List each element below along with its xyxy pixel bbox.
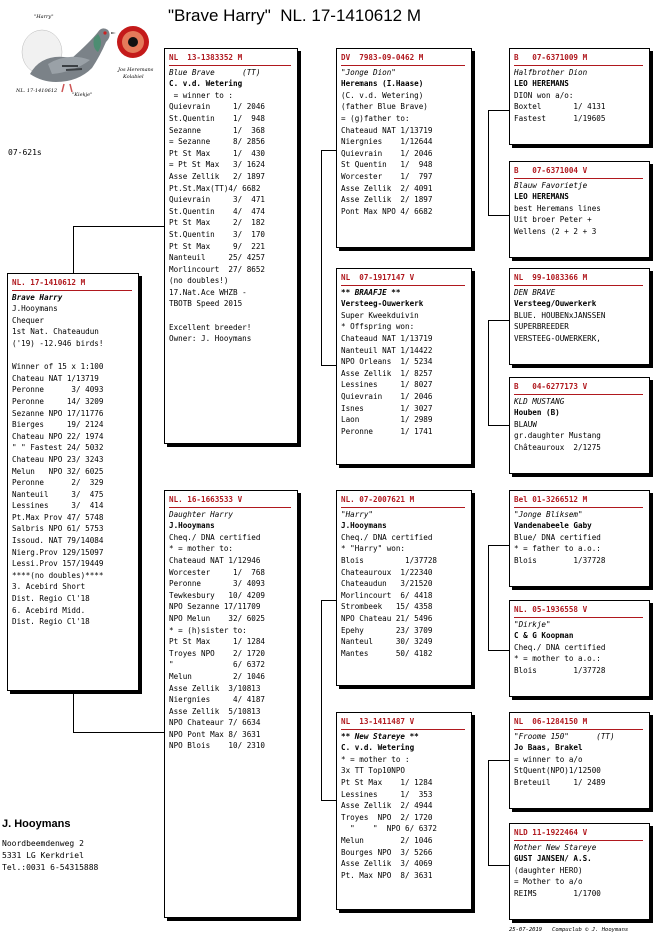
connector-line (488, 760, 489, 865)
connector-line (321, 600, 337, 601)
logo-ring-line: NL. 17-1410612 (16, 88, 58, 94)
pedigree-line: ('19) -12.946 birds! (12, 338, 104, 348)
pedigree-line: Nanteuil 25/ 4257 (169, 253, 266, 263)
pedigree-card-sdd (509, 377, 650, 474)
pedigree-line: J.Hooymans (12, 304, 58, 314)
pedigree-line: Dist. Regio Cl'18 (12, 594, 90, 604)
pedigree-line: Versteeg-Ouwerkerk (341, 299, 424, 309)
pedigree-line: Niergnies 4/ 4187 (169, 695, 266, 705)
pedigree-line: NPO Orleans 1/ 5234 (341, 357, 433, 367)
ring-number: NL. 05-1936558 V (514, 605, 588, 614)
pedigree-card-sire-dam (336, 268, 472, 465)
pedigree-line: Super Kweekduivin (341, 310, 419, 320)
pigeon-name: Brave Harry (12, 292, 63, 302)
footer-credit: 25-07-2019 Compuclub © J. Hooymans (509, 927, 629, 933)
pedigree-code: 07-621s (8, 148, 42, 157)
pedigree-line: C. v.d. Wetering (341, 743, 415, 753)
pigeon-name: ** New Stareye ** (341, 731, 419, 741)
pedigree-line: REIMS 1/1700 (514, 888, 601, 898)
pedigree-line: Salbris NPO 61/ 5753 (12, 524, 104, 534)
pedigree-line: Fastest 1/19605 (514, 113, 606, 123)
pedigree-line: Chateaud NAT 1/13719 (341, 333, 433, 343)
pedigree-line: Chateaudun 3/21520 (341, 579, 433, 589)
ring-number: DV 7983-09-0462 M (341, 53, 424, 62)
pedigree-line: NPO Pont Max 8/ 3631 (169, 729, 261, 739)
pedigree-line: Pont Max NPO 4/ 6682 (341, 206, 433, 216)
pedigree-line: Nierg.Prov 129/15097 (12, 547, 104, 557)
header-divider (169, 507, 291, 508)
pedigree-line: Vandenabeele Gaby (514, 521, 592, 531)
pedigree-line: Peronne 3/ 4093 (12, 385, 104, 395)
pigeon-image (12, 12, 154, 100)
pedigree-card-sds (509, 268, 650, 365)
pedigree-card-dsd (509, 600, 650, 697)
pigeon-name: DEN BRAVE (514, 287, 556, 297)
pedigree-line: Sezanne NPO 17/11776 (12, 408, 104, 418)
pedigree-line: Asse Zellik 2/ 4944 (341, 801, 433, 811)
pedigree-line: best Heremans lines (514, 203, 601, 213)
ring-number: NL 99-1083366 M (514, 273, 588, 282)
connector-line (488, 320, 510, 321)
pedigree-line: * = mother to a.o.: (514, 654, 601, 664)
pedigree-line: Troyes NPO 2/ 1720 (169, 648, 266, 658)
pedigree-line: Isnes 1/ 3027 (341, 403, 433, 413)
pedigree-line: 17.Nat.Ace WHZB - (169, 287, 247, 297)
pigeon-name: "Jonge Dion" (341, 67, 396, 77)
pedigree-line: Pt. Max NPO 8/ 3631 (341, 870, 433, 880)
pedigree-line: = winner to a/o (514, 754, 583, 764)
ring-number: B 07-6371004 V (514, 166, 588, 175)
pedigree-line: Strombeek 15/ 4358 (341, 602, 433, 612)
pedigree-line: C. v.d. Wetering (169, 79, 243, 89)
logo-name-tag: "Harry" (34, 14, 54, 20)
pedigree-card-ssd (509, 161, 650, 258)
pedigree-line: Chequer (12, 315, 45, 325)
pedigree-line: Sezanne 1/ 368 (169, 125, 266, 135)
pedigree-line: Laon 1/ 2989 (341, 415, 433, 425)
connector-line (321, 150, 322, 365)
header-divider (514, 840, 643, 841)
pedigree-line: LEO HEREMANS (514, 192, 569, 202)
pedigree-line: Lessines 1/ 8027 (341, 380, 433, 390)
logo-extra: "Kiekje" (72, 92, 93, 98)
pedigree-line: Worcester 1/ 768 (169, 567, 266, 577)
pigeon-name: Daughter Harry (169, 509, 234, 519)
pigeon-name: "Froome 150" (TT) (514, 731, 615, 741)
pedigree-line: SUPERBREEDER (514, 322, 569, 332)
pigeon-name: Blue Brave (TT) (169, 67, 261, 77)
pedigree-line: St.Quentin 4/ 474 (169, 206, 266, 216)
pedigree-line: " " NPO 6/ 6372 (341, 824, 438, 834)
pedigree-line: Boxtel 1/ 4131 (514, 102, 606, 112)
header-divider (514, 178, 643, 179)
pedigree-line: Nanteuil NAT 1/14422 (341, 345, 433, 355)
pedigree-line: Chateau NPO 23/ 3243 (12, 454, 104, 464)
pedigree-card-sire (164, 48, 298, 444)
pedigree-line: St Quentin 1/ 948 (341, 160, 433, 170)
header-divider (341, 285, 465, 286)
pedigree-line: GUST JANSEN/ A.S. (514, 854, 592, 864)
pedigree-card-dds (509, 712, 650, 809)
pedigree-line: Blois 1/37728 (514, 665, 606, 675)
pedigree-line: Nanteuil 3/ 475 (12, 489, 104, 499)
pedigree-line: NPO Blois 10/ 2310 (169, 741, 266, 751)
pedigree-line: Dist. Regio Cl'18 (12, 617, 90, 627)
pedigree-line: * Offspring won: (341, 322, 415, 332)
pedigree-line: 3x TT Top10NPO (341, 766, 406, 776)
pedigree-line (169, 310, 297, 322)
pedigree-line: Blois 1/37728 (514, 555, 606, 565)
pedigree-line: (no doubles!) (169, 276, 229, 286)
logo-breeder-line2: Kolabiel (123, 74, 144, 80)
pedigree-line: Peronne 14/ 3209 (12, 396, 104, 406)
pedigree-line: St.Quentin 3/ 170 (169, 229, 266, 239)
connector-line (321, 600, 322, 800)
ring-number: NL. 07-2007621 M (341, 495, 415, 504)
connector-line (73, 226, 74, 276)
connector-line (73, 690, 74, 732)
pedigree-line: Chateau NAT 1/13719 (12, 373, 99, 383)
owner-phone: Tel.:0031 6-54315888 (2, 863, 99, 872)
pedigree-line: = Sezanne 8/ 2856 (169, 137, 266, 147)
header-divider (341, 729, 465, 730)
pedigree-line: Asse Zellik 5/10813 (169, 706, 261, 716)
header-divider (12, 290, 132, 291)
ring-number: NL 06-1284150 M (514, 717, 588, 726)
pedigree-line: BLAUW (514, 419, 537, 429)
pedigree-line: Jo Baas, Brakel (514, 743, 583, 753)
pedigree-line: VERSTEEG-OUWERKERK, (514, 333, 601, 343)
pedigree-line: " 6/ 6372 (169, 660, 266, 670)
pedigree-line: Winner of 15 x 1:100 (12, 362, 104, 372)
header-divider (169, 65, 291, 66)
connector-line (488, 215, 510, 216)
pedigree-line: Chateaud NAT 1/12946 (169, 555, 261, 565)
pedigree-line: Troyes NPO 2/ 1720 (341, 812, 433, 822)
pedigree-line: Bierges 19/ 2124 (12, 420, 104, 430)
connector-line (73, 732, 165, 733)
pedigree-line: * = (h)sister to: (169, 625, 247, 635)
pedigree-line: Pt St Max 1/ 430 (169, 148, 266, 158)
pedigree-line: Morlincourt 6/ 4418 (341, 590, 433, 600)
pigeon-name: "Dirkje" (514, 619, 551, 629)
ring-number: Bel 01-3266512 M (514, 495, 588, 504)
pedigree-line: (father Blue Brave) (341, 102, 428, 112)
pedigree-line: Epehy 23/ 3709 (341, 625, 433, 635)
owner-contact (2, 818, 98, 874)
pedigree-line: Cheq./ DNA certified (514, 642, 606, 652)
pedigree-line: Versteeg/Ouwerkerk (514, 299, 597, 309)
pedigree-line: Lessi.Prov 157/19449 (12, 559, 104, 569)
pedigree-line: Lessines 1/ 353 (341, 789, 433, 799)
ring-number: NL 13-1411487 V (341, 717, 415, 726)
pedigree-line: Pt.Max Prov 47/ 5748 (12, 512, 104, 522)
pedigree-line: Asse Zellik 2/ 4091 (341, 183, 433, 193)
header-divider (514, 507, 643, 508)
pedigree-line: Asse Zellik 1/ 8257 (341, 368, 433, 378)
ring-number: NL 07-1917147 V (341, 273, 415, 282)
pedigree-line: Pt St Max 2/ 182 (169, 218, 266, 228)
ring-number: NL. 17-1410612 M (12, 278, 86, 287)
pigeon-name: Blauw Favorietje (514, 180, 588, 190)
pedigree-line: Nanteul 30/ 3249 (341, 637, 433, 647)
pedigree-line: Quievrain 1/ 2046 (341, 391, 433, 401)
connector-line (321, 150, 337, 151)
pedigree-line: Melun 2/ 1046 (169, 671, 266, 681)
connector-line (488, 545, 510, 546)
pedigree-line: Breteuil 1/ 2489 (514, 777, 606, 787)
pedigree-line: 6. Acebird Midd. (12, 605, 86, 615)
connector-line (321, 800, 337, 801)
pedigree-line: Asse Zellik 3/ 4069 (341, 859, 433, 869)
pigeon-name: "Harry" (341, 509, 374, 519)
pedigree-line: ****(no doubles)**** (12, 570, 104, 580)
connector-line (73, 226, 165, 227)
pedigree-line: Chateau NPO 22/ 1974 (12, 431, 104, 441)
pedigree-line: J.Hooymans (341, 521, 387, 531)
pedigree-line: Quievrain 1/ 2046 (169, 102, 266, 112)
pedigree-line: Pt St Max 1/ 1284 (169, 637, 266, 647)
pigeon-name: Halfbrother Dion (514, 67, 588, 77)
header-divider (514, 394, 643, 395)
pedigree-line: Pt.St.Max(TT)4/ 6682 (169, 183, 261, 193)
pedigree-line: * "Harry" won: (341, 544, 406, 554)
pedigree-line: " " Fastest 24/ 5032 (12, 443, 104, 453)
pedigree-card-dss (509, 490, 650, 587)
pedigree-line: J.Hooymans (169, 521, 215, 531)
pedigree-line: StQuent(NPO)1/12500 (514, 766, 601, 776)
connector-line (488, 650, 510, 651)
pedigree-line: Cheq./ DNA certified (169, 532, 261, 542)
pedigree-line: St.Quentin 1/ 948 (169, 113, 266, 123)
pedigree-line: NPO Melun 32/ 6025 (169, 613, 266, 623)
pedigree-line: Pt St Max 1/ 1284 (341, 777, 433, 787)
pedigree-line: Chateauroux 1/22340 (341, 567, 433, 577)
pedigree-line: Mantes 50/ 4182 (341, 648, 433, 658)
header-divider (514, 729, 643, 730)
pedigree-line: Pt St Max 9/ 221 (169, 241, 266, 251)
pedigree-line: = winner to : (169, 90, 234, 100)
pedigree-line: Melun 2/ 1046 (341, 835, 433, 845)
pedigree-line: Excellent breeder! (169, 322, 252, 332)
pigeon-name: ** BRAAFJE ** (341, 287, 401, 297)
ring-number: NL 13-1383352 M (169, 53, 243, 62)
pedigree-line: Heremans (I.Haase) (341, 79, 424, 89)
pedigree-line: Châteauroux 2/1275 (514, 442, 601, 452)
pedigree-line: Blois 1/37728 (341, 555, 438, 565)
pedigree-card-dam-dam (336, 712, 472, 910)
header-divider (341, 65, 465, 66)
pedigree-line: 1st Nat. Chateaudun (12, 327, 99, 337)
pedigree-line: * = mother to : (341, 754, 410, 764)
pigeon-name: Mother New Stareye (514, 842, 597, 852)
header-divider (514, 65, 643, 66)
pedigree-title: "Brave Harry" NL. 17-1410612 M (168, 6, 422, 25)
connector-line (488, 425, 510, 426)
ring-number: B 07-6371009 M (514, 53, 588, 62)
connector-line (488, 110, 489, 215)
pedigree-line: DION won a/o: (514, 90, 574, 100)
logo-breeder-line1: Jos Heremans (118, 67, 154, 73)
pedigree-line: Asse Zellik 2/ 1897 (341, 195, 433, 205)
ring-number: B 04-6277173 V (514, 382, 588, 391)
pigeon-name: KLD MUSTANG (514, 396, 565, 406)
pedigree-line: Wellens (2 + 2 + 3 (514, 226, 597, 236)
pedigree-line: Chateaud NAT 1/13719 (341, 125, 433, 135)
header-divider (514, 617, 643, 618)
pedigree-line: Peronne 1/ 1741 (341, 426, 433, 436)
pedigree-card-ddd (509, 823, 650, 920)
pedigree-line: Peronne 2/ 329 (12, 478, 104, 488)
pedigree-line: Owner: J. Hooymans (169, 334, 252, 344)
ring-number: NLD 11-1922464 V (514, 828, 588, 837)
pedigree-line: Cheq./ DNA certified (341, 532, 433, 542)
ring-number: NL. 16-1663533 V (169, 495, 243, 504)
pedigree-line: gr.daughter Mustang (514, 431, 601, 441)
pedigree-line: Asse Zellik 2/ 1897 (169, 171, 266, 181)
pedigree-line (12, 350, 138, 362)
pedigree-line: NPO Sezanne 17/11709 (169, 602, 261, 612)
pedigree-line: = Mother to a/o (514, 877, 583, 887)
pedigree-line: Peronne 3/ 4093 (169, 579, 266, 589)
pedigree-line: Houben (B) (514, 408, 560, 418)
pedigree-line: (daughter HERO) (514, 865, 583, 875)
owner-address-line2: 5331 LG Kerkdriel (2, 851, 84, 860)
pigeon-logo (12, 12, 154, 100)
pedigree-line: Morlincourt 27/ 8652 (169, 264, 266, 274)
pedigree-line: Quievrain 1/ 2046 (341, 148, 433, 158)
connector-line (321, 365, 337, 366)
pedigree-line: NPO Chateau 21/ 5496 (341, 613, 433, 623)
connector-line (488, 320, 489, 425)
pedigree-card-sss (509, 48, 650, 145)
pedigree-line: Issoud. NAT 79/14084 (12, 536, 104, 546)
pigeon-name: "Jonge Bliksem" (514, 509, 583, 519)
pedigree-line: * = mother to: (169, 544, 234, 554)
pedigree-line: = Pt St Max 3/ 1624 (169, 160, 266, 170)
pedigree-card-sire-sire (336, 48, 472, 248)
pedigree-line: Melun NPO 32/ 6025 (12, 466, 104, 476)
pedigree-line: * = father to a.o.: (514, 544, 601, 554)
pedigree-line: Worcester 1/ 797 (341, 171, 433, 181)
pedigree-line: C & G Koopman (514, 631, 574, 641)
pedigree-card-dam-sire (336, 490, 472, 686)
pedigree-line: Tewkesbury 10/ 4209 (169, 590, 266, 600)
pedigree-line: Blue/ DNA certified (514, 532, 601, 542)
connector-line (488, 760, 510, 761)
pedigree-line: 3. Acebird Short (12, 582, 86, 592)
pedigree-card-dam (164, 490, 298, 918)
pedigree-line: NPO Chateaur 7/ 6634 (169, 718, 261, 728)
pedigree-line: TBOTB Speed 2015 (169, 299, 243, 309)
pedigree-line: Quievrain 3/ 471 (169, 195, 266, 205)
pedigree-line: LEO HEREMANS (514, 79, 569, 89)
pedigree-line: Lessines 3/ 414 (12, 501, 104, 511)
header-divider (514, 285, 643, 286)
pedigree-line: = (g)father to: (341, 113, 410, 123)
connector-line (488, 865, 510, 866)
pedigree-line: Niergnies 1/12644 (341, 137, 433, 147)
pedigree-line: Bourges NPO 3/ 5266 (341, 847, 433, 857)
owner-name: J. Hooymans (2, 818, 71, 830)
pedigree-line: BLUE. HOUBENxJANSSEN (514, 310, 606, 320)
connector-line (488, 110, 510, 111)
pedigree-line: (C. v.d. Wetering) (341, 90, 424, 100)
pedigree-line: Asse Zellik 3/10813 (169, 683, 261, 693)
header-divider (341, 507, 465, 508)
pedigree-line: Uit broer Peter + (514, 215, 592, 225)
owner-address-line1: Noordbeemdenweg 2 (2, 839, 84, 848)
connector-line (488, 545, 489, 650)
pedigree-card-subject (7, 273, 139, 691)
